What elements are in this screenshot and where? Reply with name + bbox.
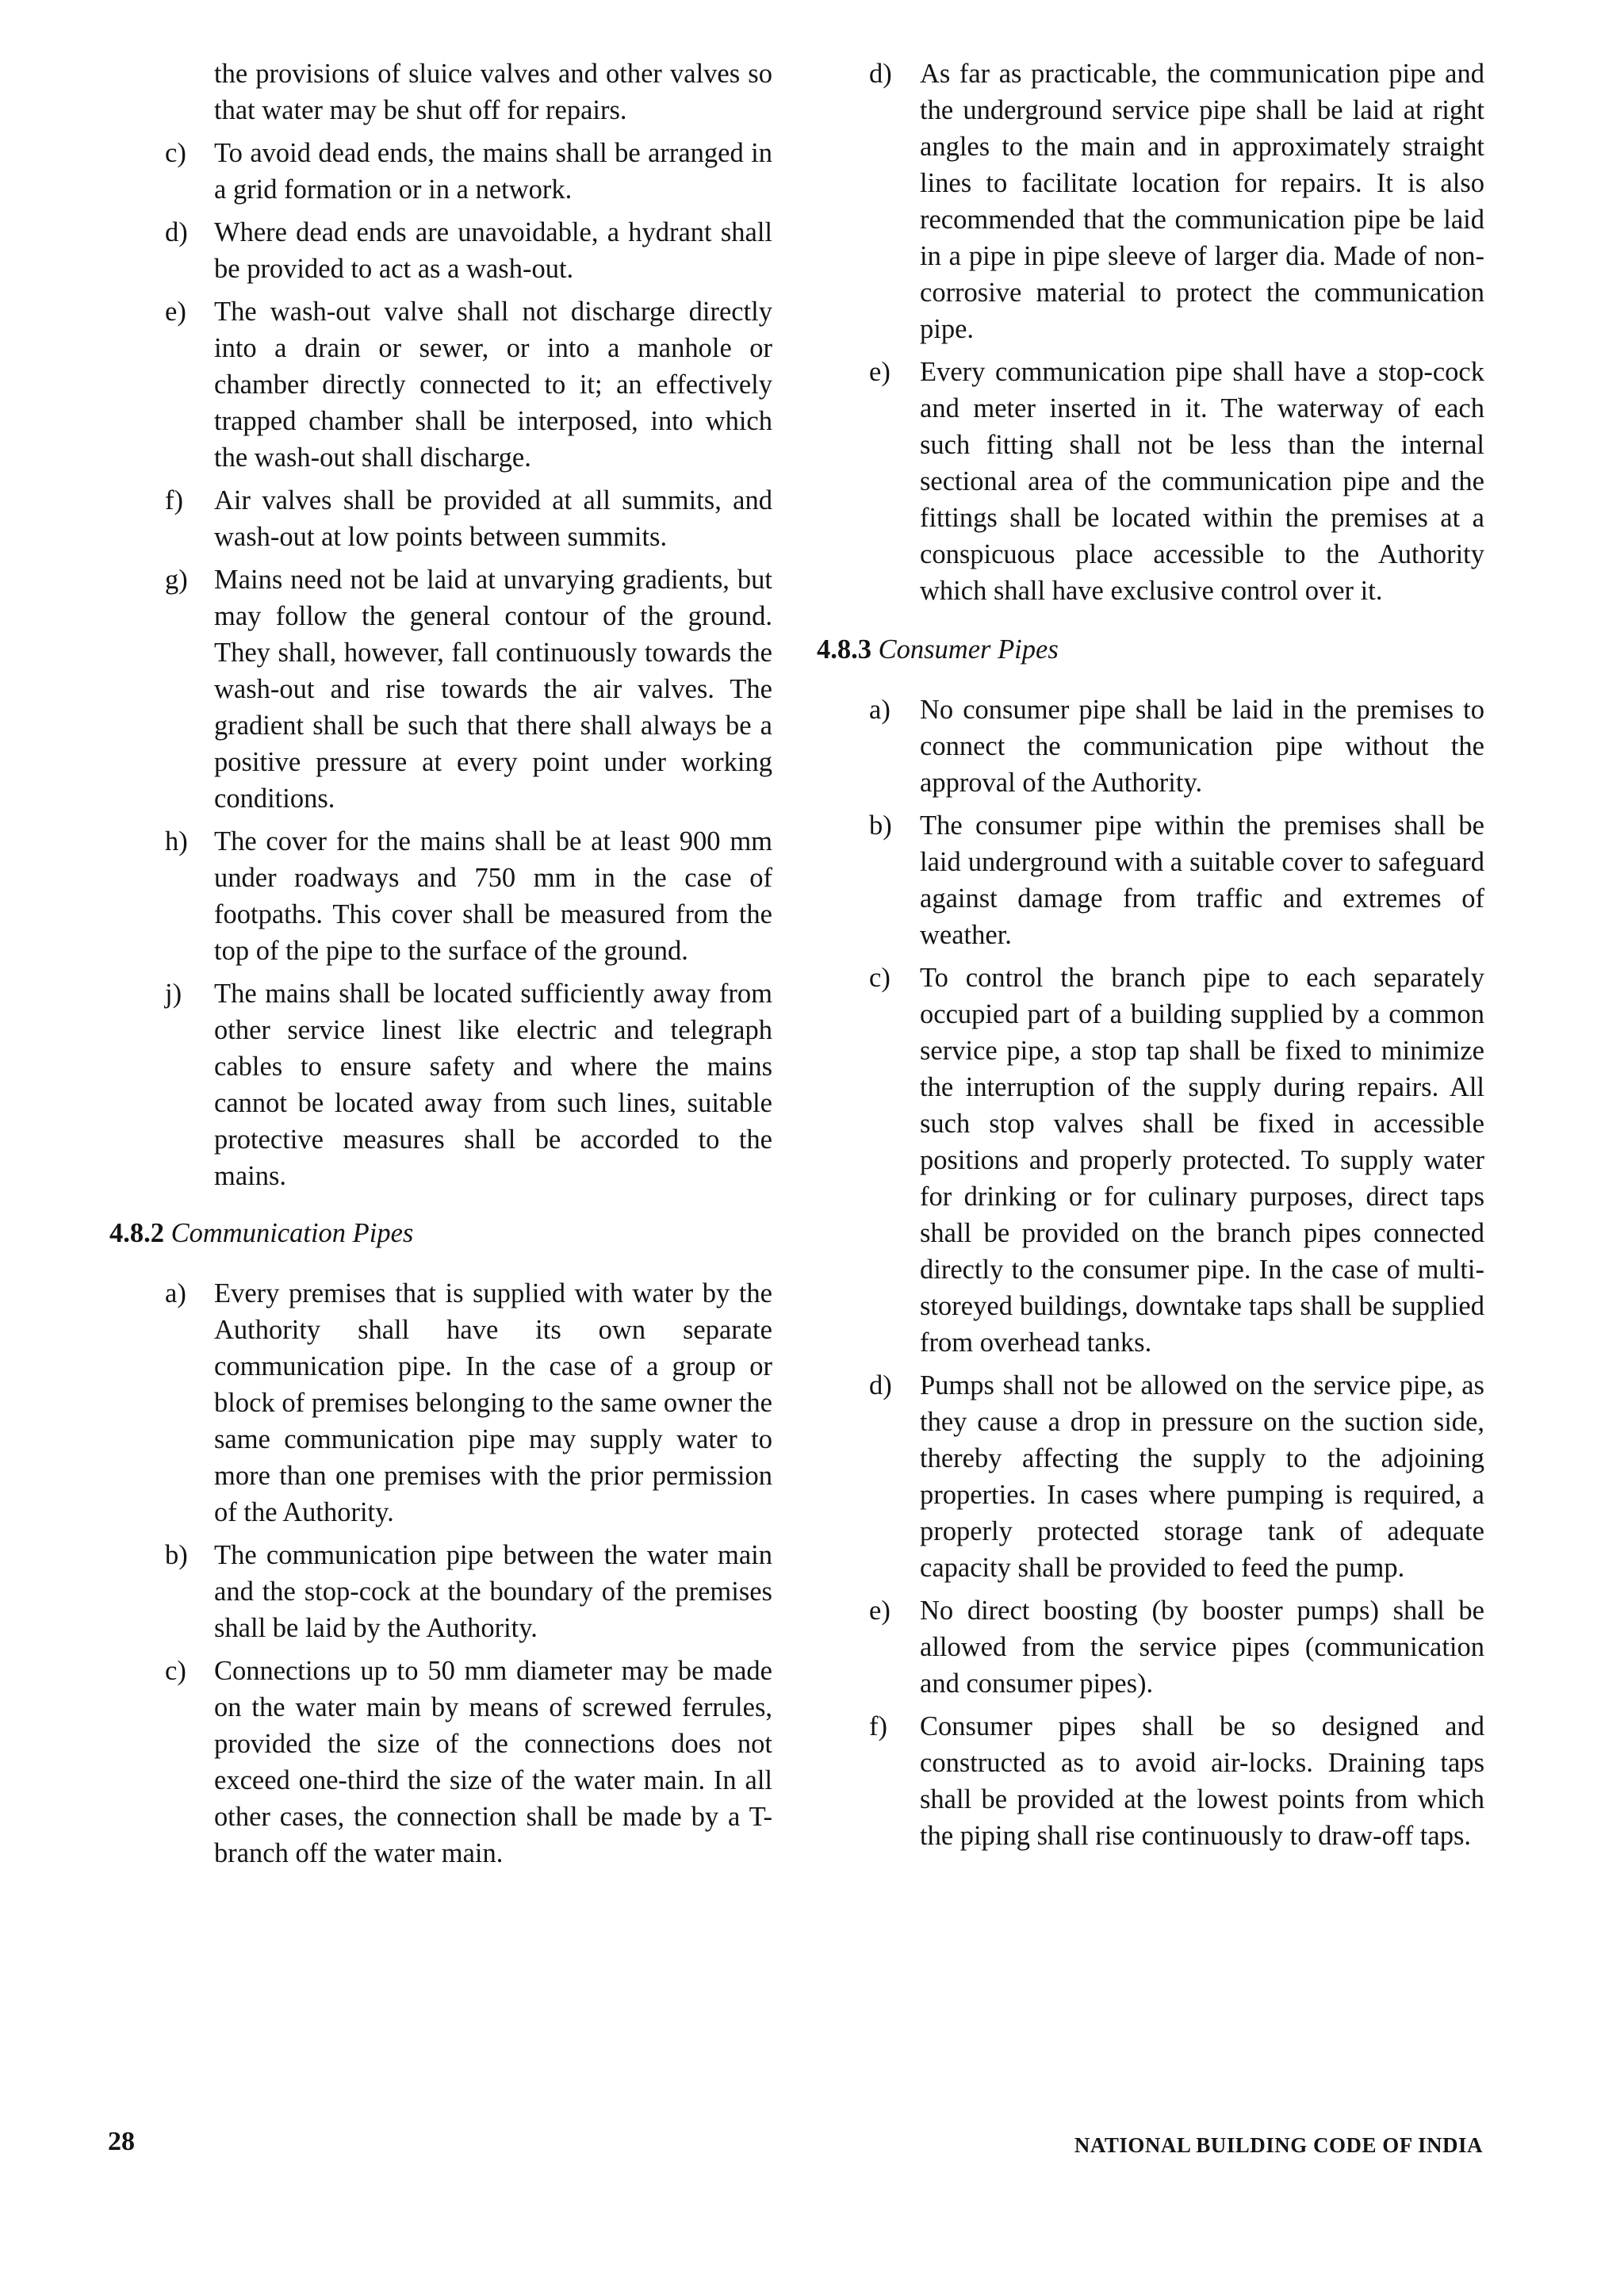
page-number: 28	[108, 2127, 135, 2156]
section-heading-4-8-3	[817, 631, 1484, 668]
list-item-d	[106, 214, 772, 287]
continuation-paragraph	[106, 56, 772, 128]
list-label: c)	[165, 138, 186, 168]
list-label: b)	[165, 1540, 188, 1570]
list-text: The cover for the mains shall be at least 900 mm under roadways and 750 mm in the case of footpaths. This cover shall be measured from the top of the pipe to the surface of the ground.	[214, 826, 772, 966]
list-label: e)	[869, 357, 891, 387]
list-label: d)	[869, 1370, 892, 1400]
list-label: a)	[165, 1278, 186, 1308]
list-text: The mains shall be located sufficiently away from other service linest like electric and telegraph cables to ensure safety and where the mains cannot be located away from such lines, suitable protective measures shall be accorded to the mains.	[214, 979, 772, 1191]
list-text: No direct boosting (by booster pumps) shall be allowed from the service pipes (communication and consumer pipes).	[920, 1596, 1484, 1699]
list-item-e	[106, 293, 772, 476]
list-label: e)	[869, 1596, 891, 1626]
section-title: Consumer Pipes	[878, 634, 1059, 665]
list-item-e	[817, 354, 1484, 609]
list-item-d	[817, 1367, 1484, 1586]
list-label: c)	[165, 1656, 186, 1686]
list-label: a)	[869, 695, 891, 725]
list-text: Air valves shall be provided at all summits, and wash-out at low points between summits.	[214, 485, 772, 552]
list-label: d)	[165, 217, 188, 247]
list-text: The communication pipe between the water main and the stop-cock at the boundary of the premises shall be laid by the Authority.	[214, 1540, 772, 1643]
list-label: c)	[869, 963, 891, 993]
list-item-h	[106, 823, 772, 969]
list-item-a	[106, 1275, 772, 1531]
list-item-e	[817, 1592, 1484, 1702]
list-item-b	[817, 807, 1484, 953]
list-item-c	[106, 1653, 772, 1872]
list-item-f	[106, 482, 772, 555]
list-text: To control the branch pipe to each separately occupied part of a building supplied by a common service pipe, a stop tap shall be fixed to minimize the interruption of the supply during repairs. All such stop valves shall be fixed in accessible positions and properly protected. To supply water for drinking or for culinary purposes, direct taps shall be provided on the branch pipes connected directly to the consumer pipe. In the case of multi-storeyed buildings, downtake taps shall be supplied from overhead tanks.	[920, 963, 1484, 1358]
list-item-b	[106, 1537, 772, 1646]
list-item-a	[817, 692, 1484, 801]
list-text: No consumer pipe shall be laid in the premises to connect the communication pipe without the approval of the Authority.	[920, 695, 1484, 798]
section-title: Communication Pipes	[170, 1218, 414, 1248]
list-label: e)	[165, 297, 186, 327]
continuation-text: the provisions of sluice valves and other valves so that water may be shut off for repairs.	[214, 59, 772, 125]
running-footer-title: NATIONAL BUILDING CODE OF INDIA	[1074, 2133, 1483, 2157]
section-heading-4-8-2	[109, 1215, 772, 1251]
list-label: f)	[165, 485, 183, 515]
section-number: 4.8.2	[109, 1218, 164, 1248]
list-label: d)	[869, 59, 892, 89]
right-column	[817, 56, 1484, 1860]
list-item-c	[817, 960, 1484, 1361]
list-text: To avoid dead ends, the mains shall be arranged in a grid formation or in a network.	[214, 138, 772, 205]
list-text: Every premises that is supplied with water by the Authority shall have its own separate communication pipe. In the case of a group or block of premises belonging to the same owner the same communication pipe may supply water to more than one premises with the prior permission of the Authority.	[214, 1278, 772, 1527]
list-text: Pumps shall not be allowed on the service pipe, as they cause a drop in pressure on the suction side, thereby affecting the supply to the adjoining properties. In cases where pumping is required, a properly protected storage tank of adequate capacity shall be provided to feed the pump.	[920, 1370, 1484, 1583]
list-item-f	[817, 1708, 1484, 1854]
left-column	[106, 56, 772, 1878]
list-item-c	[106, 135, 772, 208]
list-text: As far as practicable, the communication pipe and the underground service pipe shall be laid at right angles to the main and in approximately straight lines to facilitate location for repairs. It is also recommended that the communication pipe be laid in a pipe in pipe sleeve of larger dia. Made of non-corrosive material to protect the communication pipe.	[920, 59, 1484, 344]
list-label: b)	[869, 810, 892, 841]
section-number: 4.8.3	[817, 634, 871, 665]
list-text: Where dead ends are unavoidable, a hydrant shall be provided to act as a wash-out.	[214, 217, 772, 284]
list-item-g	[106, 561, 772, 817]
list-label: j)	[165, 979, 182, 1009]
list-label: f)	[869, 1711, 887, 1741]
list-text: Connections up to 50 mm diameter may be made on the water main by means of screwed ferrules, provided the size of the connections does not exceed one-third the size of the water main. In all other cases, the connection shall be made by a T-branch off the water main.	[214, 1656, 772, 1868]
list-text: Mains need not be laid at unvarying gradients, but may follow the general contour of the ground. They shall, however, fall continuously towards the wash-out and rise towards the air valves. The gradient shall be such that there shall always be a positive pressure at every point under working conditions.	[214, 565, 772, 814]
list-text: Every communication pipe shall have a stop-cock and meter inserted in it. The waterway of each such fitting shall not be less than the internal sectional area of the communication pipe and the fittings shall be located within the premises at a conspicuous place accessible to the Authority which shall have exclusive control over it.	[920, 357, 1484, 606]
list-label: g)	[165, 565, 188, 595]
list-item-j	[106, 975, 772, 1194]
list-text: The consumer pipe within the premises shall be laid underground with a suitable cover to safeguard against damage from traffic and extremes of weather.	[920, 810, 1484, 950]
list-text: Consumer pipes shall be so designed and constructed as to avoid air-locks. Draining taps shall be provided at the lowest points from which the piping shall rise continuously to draw-off taps.	[920, 1711, 1484, 1851]
list-text: The wash-out valve shall not discharge directly into a drain or sewer, or into a manhole or chamber directly connected to it; an effectively trapped chamber shall be interposed, into which the wash-out shall discharge.	[214, 297, 772, 473]
list-label: h)	[165, 826, 188, 856]
list-item-d	[817, 56, 1484, 347]
